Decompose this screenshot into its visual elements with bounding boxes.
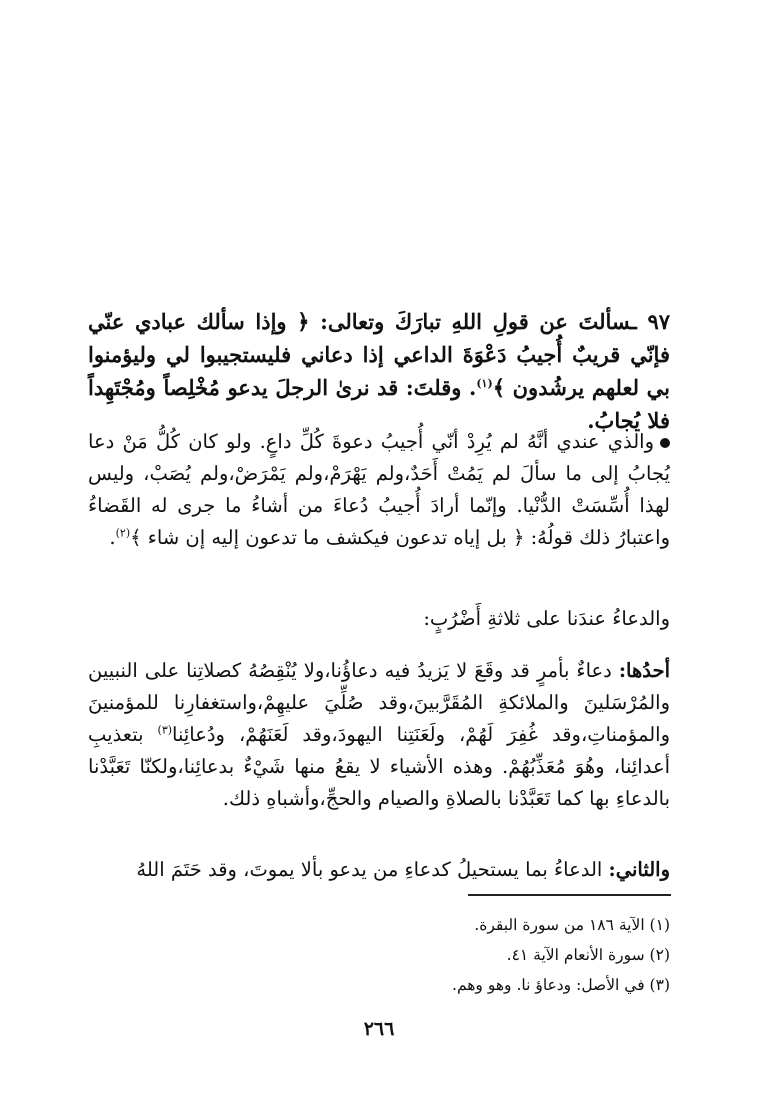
answer-paragraph	[88, 426, 670, 554]
first-type-lead: أحدُها:	[618, 659, 670, 682]
page-number: ٢٦٦	[363, 1018, 395, 1040]
quran-verse: ﴿ وإذا سألك عبادي عنّي فإنّي قريبٌ أُجيبُ دَعْوَةَ الداعي إذا دعاني فليستجيبوا لي وليؤمنوا بي لعلهم يرشُدون ﴾	[88, 309, 670, 400]
question-text: سألتَ عن قولِ اللهِ تبارَكَ وتعالى:	[320, 309, 631, 334]
footnotes	[200, 910, 670, 1000]
second-type-paragraph	[88, 854, 670, 886]
first-type-paragraph	[88, 655, 670, 815]
footnote-ref: (٢)	[115, 526, 131, 540]
question-paragraph	[88, 305, 670, 437]
footnote-ref: (٣)	[157, 723, 173, 737]
footnote-3: (٣) في الأصل: ودعاؤ نا. وهو وهم.	[452, 976, 670, 994]
footnote-2: (٢) سورة الأنعام الآية ٤١.	[506, 946, 670, 964]
second-type-text: الدعاءُ بما يستحيلُ كدعاءِ من يدعو بألا يموتَ، وقد حَتَمَ اللهُ	[136, 858, 603, 881]
footnote-ref: (١)	[476, 377, 493, 390]
answer-text: والذي عندي أنَّهُ لم يُرِدْ أنّي أُجيبُ دعوةَ كُلِّ داعٍ. ولو كان كُلُّ مَنْ دعا يُجابُ إلى ما سألَ لم يَمُتْ أَحَدٌ،ولم يَهْرَمْ،ولم يَمْرَضْ،ولم يُصَبْ، وليس لهذا أُسِّسَتْ الدُّنْيا. وإنّما أرادَ أُجيبُ دُعاءَ من أشاءُ ما جرى له القَضاءُ واعتبارُ ذلك قولُهُ:	[88, 430, 670, 549]
first-type-continuation: بتعذيبِ أعدائِنا، وهُوَ مُعَذِّبُهُمْ. وهذه الأشياء لا يقعُ منها شَيْءٌ بدعائِنا،ولكنّا تَعَبَّدْنا بالدعاءِ بها كما تَعَبَّدْنا بالصلاةِ والصيام والحجِّ،وأشباهِ ذلك.	[88, 723, 670, 810]
question-number: ٩٧ ـ	[630, 309, 670, 334]
answer-end: .	[109, 526, 116, 549]
quran-verse: ﴿ بل إياه تدعون فيكشف ما تدعون إليه إن شاء ﴾	[130, 526, 525, 549]
footnote-1: (١) الآية ١٨٦ من سورة البقرة.	[474, 916, 670, 934]
second-type-lead: والثاني:	[608, 858, 670, 881]
first-type-text: دعاءٌ بأمرٍ قد وقَعَ لا يَزيدُ فيه دعاؤُنا،ولا يُنْقِصُهُ كصلاتِنا على النبيين والمُرْسَلينَ والملائكةِ المُقَرَّبينَ،وقد صُلِّيَ عليهِمْ،واستغفارِنا للمؤمنينَ والمؤمناتِ،وقد غُفِرَ لَهُمْ، ولَعَنَتِنا اليهودَ،وقد لَعَنَهُمْ، ودُعائِنا	[88, 659, 670, 746]
footnote-divider	[468, 894, 671, 896]
question-continuation: . وقلتَ: قد نرىٰ الرجلَ يدعو مُخْلِصاً ومُجْتَهِداً فلا يُجابُ.	[88, 375, 670, 433]
bullet-icon	[660, 438, 670, 448]
intro-text: والدعاءُ عندَنا على ثلاثةِ أَضْرُبٍ:	[423, 607, 670, 630]
intro-paragraph	[88, 603, 670, 635]
